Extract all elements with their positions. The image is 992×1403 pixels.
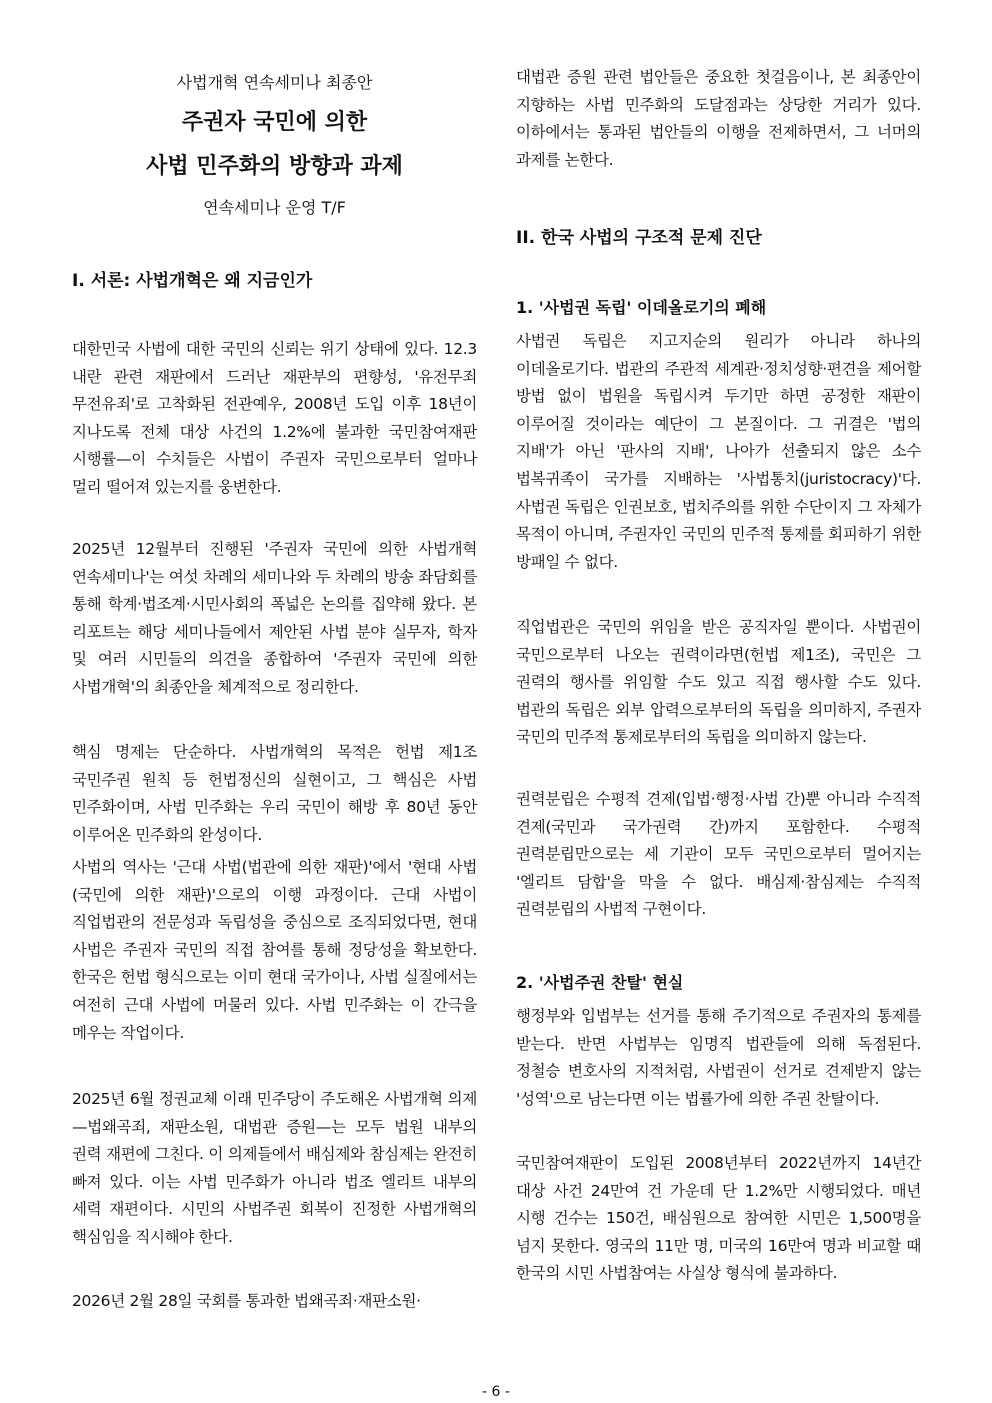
section1-paragraph-1: 대한민국 사법에 대한 국민의 신뢰는 위기 상태에 있다. 12.3 내란 관련 재판에서 드러난 재판부의 편향성, '유전무죄 무전유죄'로 고착화된 전관예우, 2008년 도입 이후 18년이 지나도록 전체 대상 사건의 1.2%에 불과한 국민참여재판 시행률—이 수치들은 사법이 주권자 국민으로부터 얼마나 멀리 떨어져 있는지를 웅변한다.	[72, 340, 477, 496]
report-title-line2: 사법 민주화의 방향과 과제	[146, 154, 403, 179]
page-number: - 6 -	[482, 1384, 510, 1400]
section1-continuation: 대법관 증원 관련 법안들은 중요한 첫걸음이나, 본 최종안이 지향하는 사법 민주화의 도달점과는 상당한 거리가 있다. 이하에서는 통과된 법안들의 이행을 전제하면서, 그 너머의 과제를 논한다.	[516, 68, 921, 169]
section1-heading: I. 서론: 사법개혁은 왜 지금인가	[72, 271, 313, 291]
section1-paragraph-6: 2026년 2월 28일 국회를 통과한 법왜곡죄·재판소원·	[72, 1292, 421, 1310]
section2-sub2-paragraph-2: 국민참여재판이 도입된 2008년부터 2022년까지 14년간 대상 사건 24만여 건 가운데 단 1.2%만 시행되었다. 매년 시행 건수는 150건, 배심원으로 참여한 시민은 1,500명을 넘지 못한다. 영국의 11만 명, 미국의 16만여 명과 비교할 때 한국의 시민 사법참여는 사실상 형식에 불과하다.	[516, 1154, 921, 1283]
section2-sub2-heading: 2. '사법주권 찬탈' 현실	[516, 973, 684, 992]
report-author: 연속세미나 운영 T/F	[203, 198, 346, 217]
section2-sub1-paragraph-3: 권력분립은 수평적 견제(입법·행정·사법 간)뿐 아니라 수직적 견제(국민과 국가권력 간)까지 포함한다. 수평적 권력분립만으로는 세 기관이 모두 국민으로부터 멀어지는 '엘리트 담합'을 막을 수 없다. 배심제·참심제는 수직적 권력분립의 사법적 구현이다.	[516, 790, 921, 919]
report-kicker: 사법개혁 연속세미나 최종안	[176, 73, 373, 92]
section1-paragraph-5: 2025년 6월 정권교체 이래 민주당이 주도해온 사법개혁 의제—법왜곡죄, 재판소원, 대법관 증원—는 모두 법원 내부의 권력 재편에 그친다. 이 의제들에서 배심제와 참심제는 완전히 빠져 있다. 이는 사법 민주화가 아니라 법조 엘리트 내부의 세력 재편이다. 시민의 사법주권 회복이 진정한 사법개혁의 핵심임을 직시해야 한다.	[72, 1090, 477, 1246]
section2-sub2-paragraph-1: 행정부와 입법부는 선거를 통해 주기적으로 주권자의 통제를 받는다. 반면 사법부는 임명직 법관들에 의해 독점된다. 정철승 변호사의 지적처럼, 사법권이 선거로 견제받지 않는 '성역'으로 남는다면 이는 법률가에 의한 주권 찬탈이다.	[516, 1007, 921, 1108]
section2-sub1-paragraph-1: 사법권 독립은 지고지순의 원리가 아니라 하나의 이데올로기다. 법관의 주관적 세계관·정치성향·편견을 제어할 방법 없이 법원을 독립시켜 두기만 하면 공정한 재판이 이루어질 것이라는 예단이 그 본질이다. 그 귀결은 '법의 지배'가 아닌 '판사의 지배', 나아가 선출되지 않은 소수 법복귀족이 국가를 지배하는 '사법통치(juristocracy)'다. 사법권 독립은 인권보호, 법치주의를 위한 수단이지 그 자체가 목적이 아니며, 주권자인 국민의 민주적 통제를 회피하기 위한 방패일 수 없다.	[516, 332, 921, 571]
section2-sub1-heading: 1. '사법권 독립' 이데올로기의 폐해	[516, 298, 767, 317]
section2-heading: II. 한국 사법의 구조적 문제 진단	[516, 228, 762, 248]
section1-paragraph-2: 2025년 12월부터 진행된 '주권자 국민에 의한 사법개혁 연속세미나'는 여섯 차례의 세미나와 두 차례의 방송 좌담회를 통해 학계·법조계·시민사회의 폭넓은 논의를 집약해 왔다. 본 리포트는 해당 세미나들에서 제안된 사법 분야 실무자, 학자 및 여러 시민들의 의견을 종합하여 '주권자 국민에 의한 사법개혁'의 최종안을 체계적으로 정리한다.	[72, 540, 477, 696]
section1-paragraph-4: 사법의 역사는 '근대 사법(법관에 의한 재판)'에서 '현대 사법(국민에 의한 재판)'으로의 이행 과정이다. 근대 사법이 직업법관의 전문성과 독립성을 중심으로 조직되었다면, 현대 사법은 주권자 국민의 직접 참여를 통해 정당성을 확보한다. 한국은 헌법 형식으로는 이미 현대 국가이나, 사법 실질에서는 여전히 근대 사법에 머물러 있다. 사법 민주화는 이 간극을 메우는 작업이다.	[72, 858, 477, 1042]
report-title-line1: 주권자 국민에 의한	[181, 110, 368, 135]
section2-sub1-paragraph-2: 직업법관은 국민의 위임을 받은 공직자일 뿐이다. 사법권이 국민으로부터 나오는 권력이라면(헌법 제1조), 국민은 그 권력의 행사를 위임할 수도 있고 직접 행사할 수도 있다. 법관의 독립은 외부 압력으로부터의 독립을 의미하지, 주권자 국민의 민주적 통제로부터의 독립을 의미하지 않는다.	[516, 618, 921, 747]
section1-paragraph-3: 핵심 명제는 단순하다. 사법개혁의 목적은 헌법 제1조 국민주권 원칙 등 헌법정신의 실현이고, 그 핵심은 사법 민주화이며, 사법 민주화는 우리 국민이 해방 후 80년 동안 이루어온 민주화의 완성이다.	[72, 743, 477, 844]
